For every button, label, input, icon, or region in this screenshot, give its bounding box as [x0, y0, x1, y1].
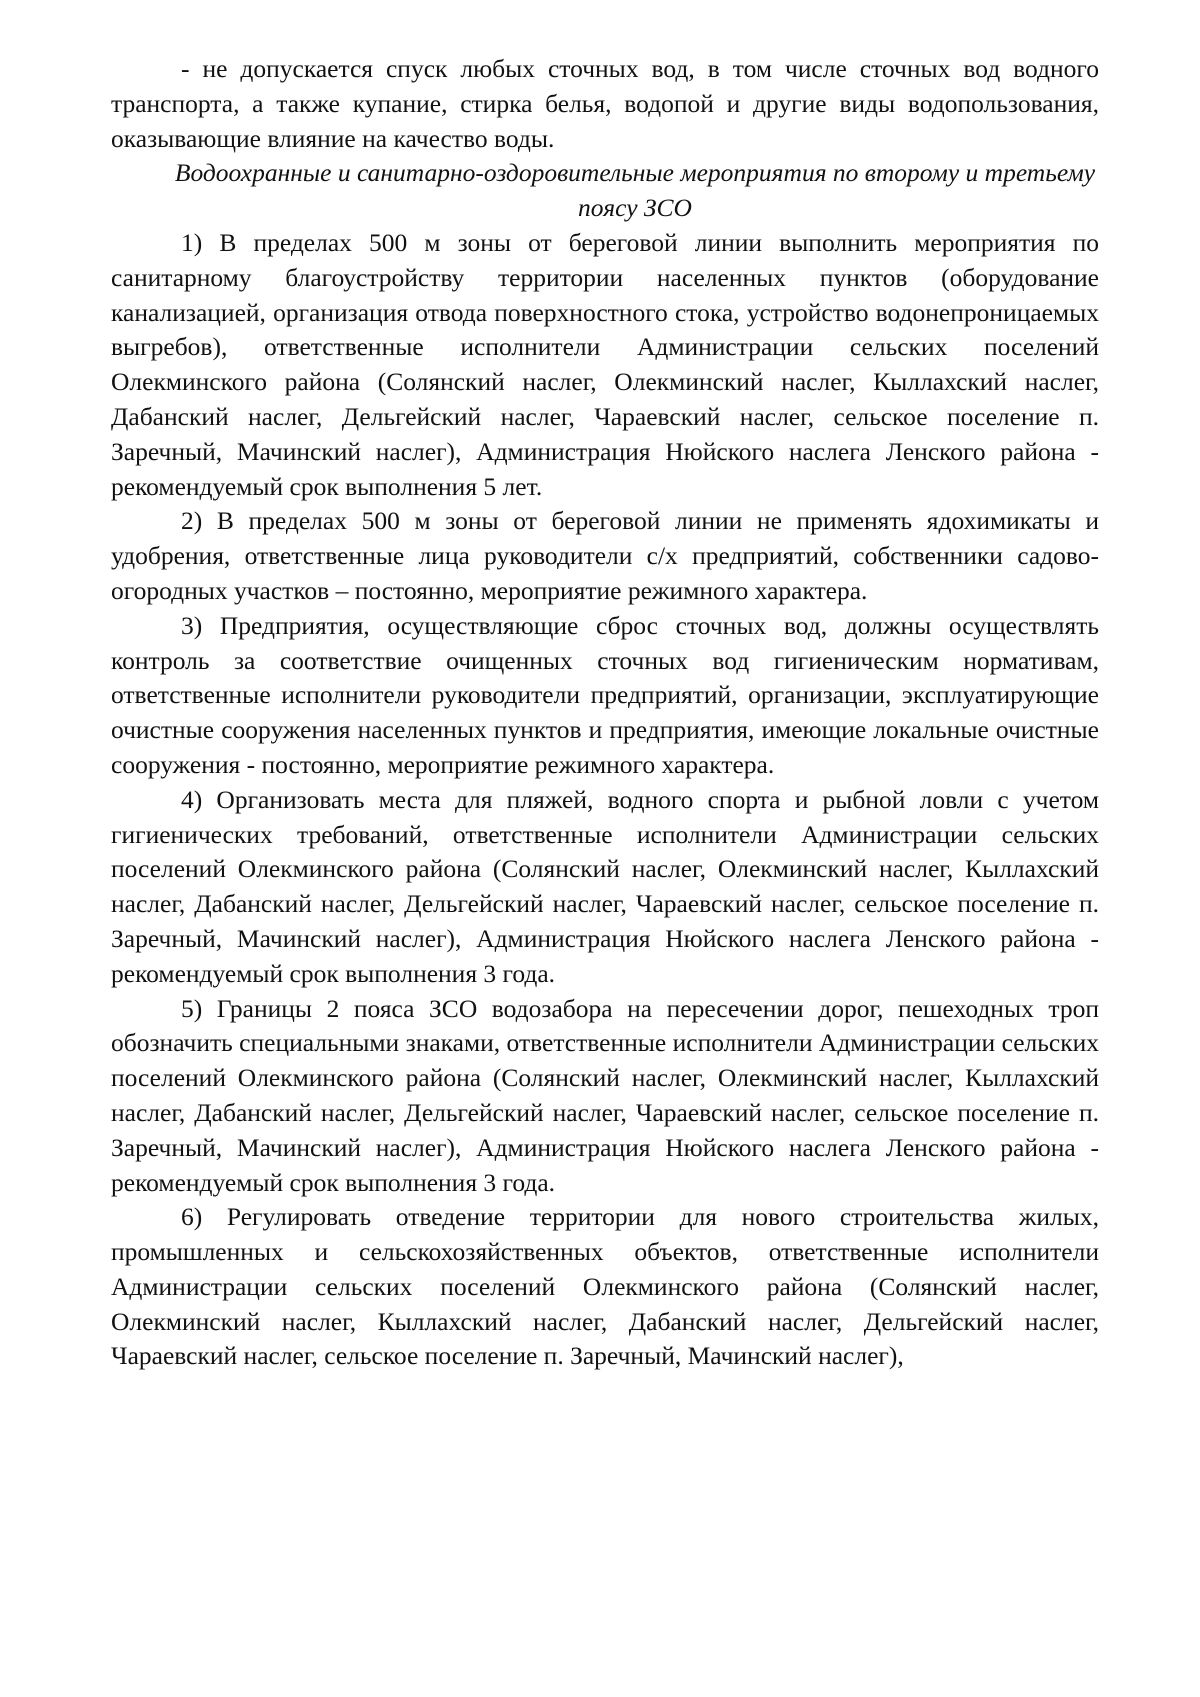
- list-item-5: 5) Границы 2 пояса ЗСО водозабора на пересечении дорог, пешеходных троп обозначить специальными знаками, ответственные исполнители Администрации сельских поселений Олекминского района (Солянский наслег, Олекминский наслег, Кыллахский наслег, Дабанский наслег, Дельгейский наслег, Чараевский наслег, сельское поселение п. Заречный, Мачинский наслег), Администрация Нюйского наслега Ленского района - рекомендуемый срок выполнения 3 года.: [111, 993, 1099, 1197]
- list-item-6: 6) Регулировать отведение территории для нового строительства жилых, промышленных и сельскохозяйственных объектов, ответственные исполнители Администрации сельских поселений Олекминского района (Солянский наслег, Олекминский наслег, Кыллахский наслег, Дабанский наслег, Дельгейский наслег, Чараевский наслег, сельское поселение п. Заречный, Мачинский наслег),: [111, 1202, 1099, 1371]
- list-item-1: 1) В пределах 500 м зоны от береговой линии выполнить мероприятия по санитарному благоустройству территории населенных пунктов (оборудование канализацией, организация отвода поверхностного стока, устройство водонепроницаемых выгребов), ответственные исполнители Администрации сельских поселений Олекминского района (Солянский наслег, Олекминский наслег, Кыллахский наслег, Дабанский наслег, Дельгейский наслег, Чараевский наслег, сельское поселение п. Заречный, Мачинский наслег), Администрация Нюйского наслега Ленского района - рекомендуемый срок выполнения 5 лет.: [111, 227, 1099, 501]
- list-item-4: 4) Организовать места для пляжей, водного спорта и рыбной ловли с учетом гигиенических требований, ответственные исполнители Администрации сельских поселений Олекминского района (Солянский наслег, Олекминский наслег, Кыллахский наслег, Дабанский наслег, Дельгейский наслег, Чараевский наслег, сельское поселение п. Заречный, Мачинский наслег), Администрация Нюйского наслега Ленского района - рекомендуемый срок выполнения 3 года.: [111, 784, 1099, 988]
- list-item-2: 2) В пределах 500 м зоны от береговой линии не применять ядохимикаты и удобрения, ответственные лица руководители с/х предприятий, собственники садово-огородных участков – постоянно, мероприятие режимного характера.: [111, 506, 1099, 605]
- section-heading: Водоохранные и санитарно-оздоровительные мероприятия по второму и третьему поясу ЗСО: [174, 158, 1096, 223]
- intro-paragraph: - не допускается спуск любых сточных вод, в том числе сточных вод водного транспорта, а также купание, стирка белья, водопой и другие виды водопользования, оказывающие влияние на качество воды.: [111, 54, 1099, 153]
- list-item-3: 3) Предприятия, осуществляющие сброс сточных вод, должны осуществлять контроль за соответствие очищенных сточных вод гигиеническим нормативам, ответственные исполнители руководители предприятий, организации, эксплуатирующие очистные сооружения населенных пунктов и предприятия, имеющие локальные очистные сооружения - постоянно, мероприятие режимного характера.: [111, 610, 1099, 779]
- document-page: [111, 52, 1099, 1374]
